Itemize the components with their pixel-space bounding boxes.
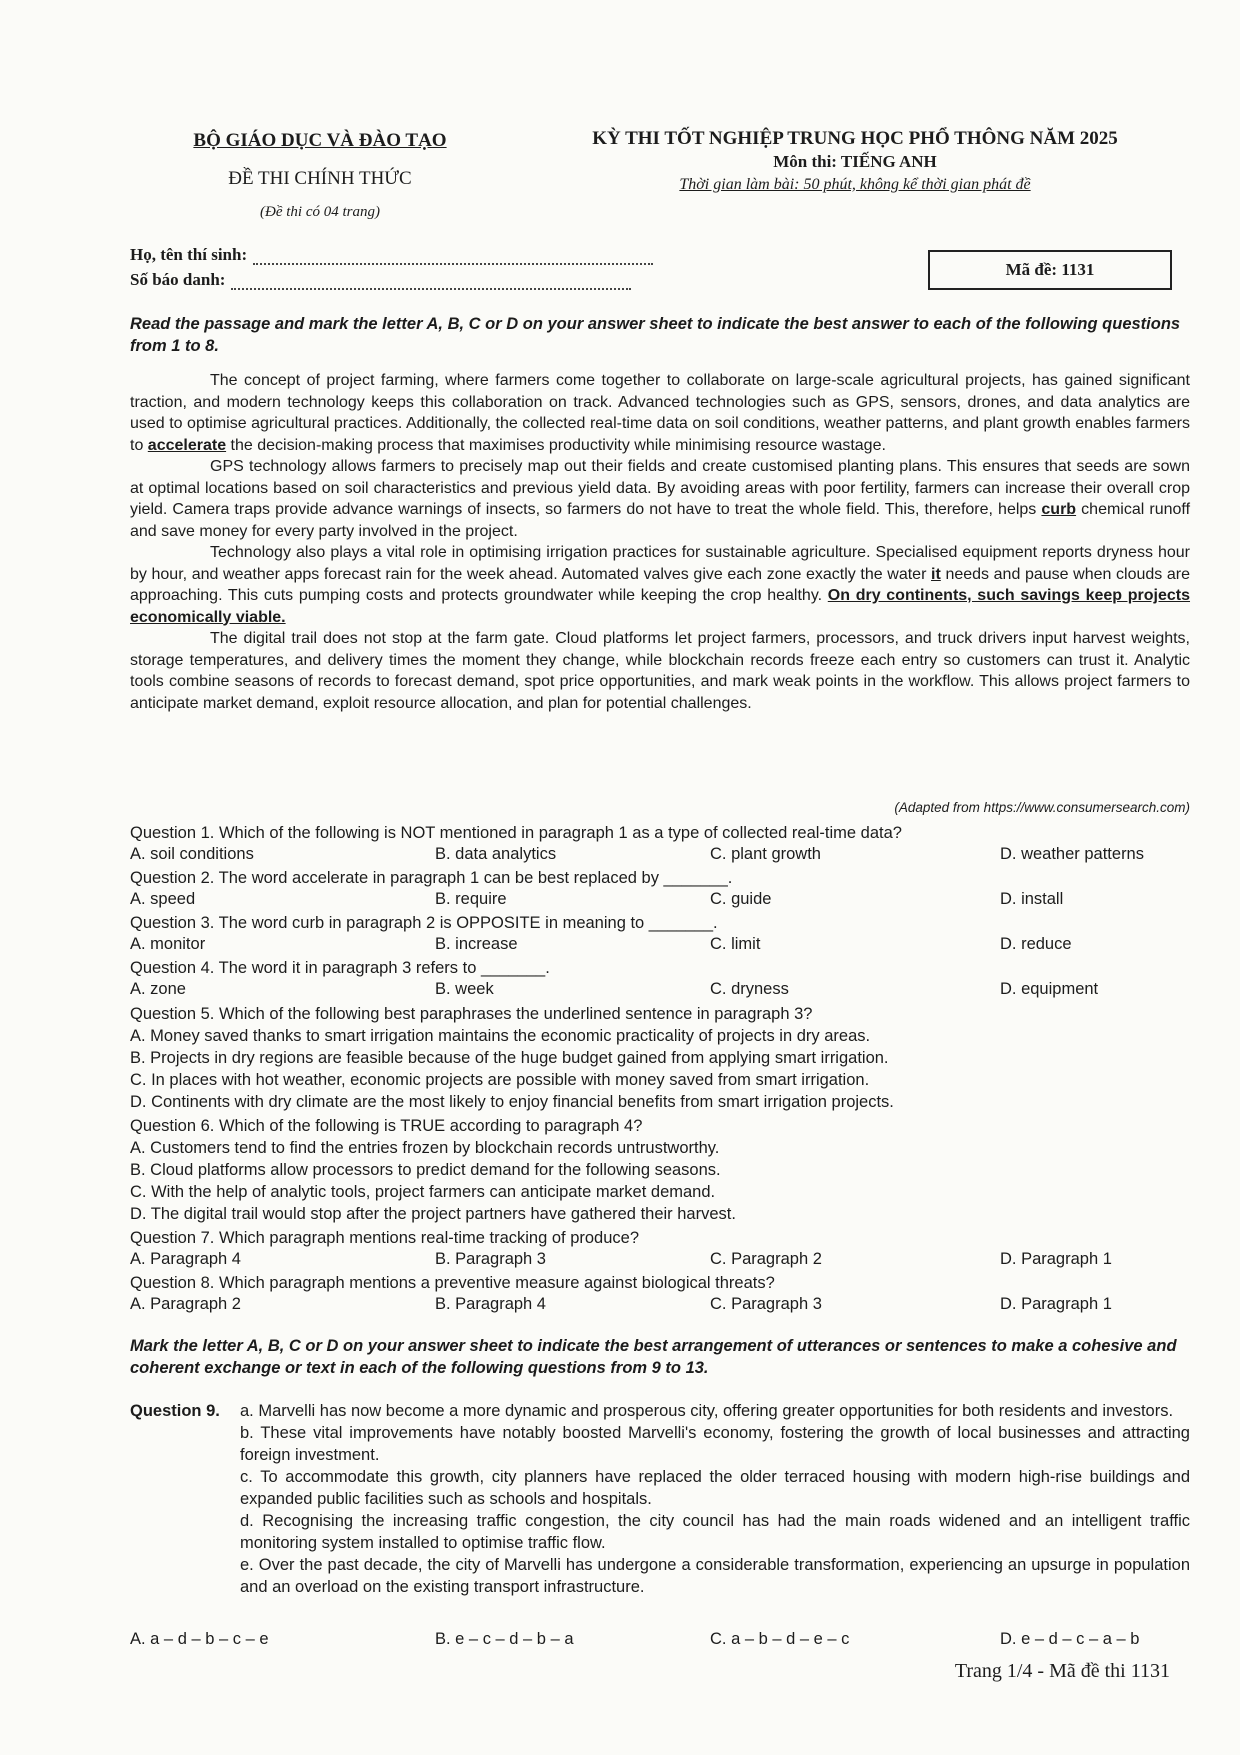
name-label: Họ, tên thí sinh: xyxy=(130,245,248,264)
q6-option-b[interactable]: B. Cloud platforms allow processors to predict demand for the following seasons. xyxy=(130,1161,721,1179)
exam-code-box xyxy=(928,250,1172,290)
q9-item-e: e. Over the past decade, the city of Marvelli has undergone a considerable transformation, experiencing an upsurge in population and an overload on the existing transport infrastructure. xyxy=(240,1556,1190,1596)
q9-item-b: b. These vital improvements have notably boosted Marvelli's economy, fostering the growth of local businesses and attracting foreign investment. xyxy=(240,1424,1190,1464)
exam-code: Mã đề: 1131 xyxy=(1005,260,1095,279)
name-field[interactable] xyxy=(253,249,653,265)
underlined-sentence: On dry continents, such savings keep projects economically viable. xyxy=(130,587,1191,626)
page-footer: Trang 1/4 - Mã đề thi 1131 xyxy=(954,1660,1170,1682)
exam-subject: Môn thi: TIẾNG ANH xyxy=(773,152,937,171)
header-right xyxy=(545,128,1165,194)
paragraph-2: GPS technology allows farmers to precisely map out their fields and create customised planting plans. This ensures that seeds are sown at optimal locations based on soil characteristics and previous yield data. By avoiding areas with poor fertility, farmers can increase their overall crop yield. Camera traps provide advance warnings of insects, so farmers do not have to treat the whole field. This, therefore, helps curb chemical runoff and save money for every party involved in the project. xyxy=(130,458,1191,540)
question-5: Question 5. Which of the following best paraphrases the underlined sentence in paragraph 3? A. Money saved thanks to smart irrigation maintains the economic practicality of projects in dry areas. B. Projects in dry regions are feasible because of the huge budget gained from applying smart irrigation. C. In places with hot weather, economic projects are possible with money saved from smart irrigation. D. Continents with dry climate are the most likely to enjoy financial benefits from smart irrigation projects. xyxy=(130,1004,1190,1113)
q7-option-d[interactable]: D. Paragraph 1 xyxy=(1000,1250,1112,1268)
question-4: Question 4. The word it in paragraph 3 refers to _______. A. zone B. week C. dryness D. equipment xyxy=(130,958,1190,1000)
underlined-curb: curb xyxy=(1041,501,1077,518)
question-2: Question 2. The word accelerate in paragraph 1 can be best replaced by _______. A. speed B. require C. guide D. install xyxy=(130,868,1190,910)
q9-option-a[interactable]: A. a – d – b – c – e xyxy=(130,1630,269,1648)
q4-option-b[interactable]: B. week xyxy=(435,980,494,998)
q4-option-c[interactable]: C. dryness xyxy=(710,980,789,998)
q2-option-b[interactable]: B. require xyxy=(435,890,507,908)
paragraph-4: The digital trail does not stop at the farm gate. Cloud platforms let project farmers, processors, and truck drivers input harvest weights, storage temperatures, and delivery times the moment they change, while blockchain records freeze each entry so customers can trust it. Analytic tools combine seasons of records to forecast demand, spot price opportunities, and mark weak points in the workflow. This allows project farmers to anticipate market demand, exploit resource allocation, and plan for potential challenges. xyxy=(130,630,1190,712)
header-left xyxy=(150,130,490,221)
ministry-name: BỘ GIÁO DỤC VÀ ĐÀO TẠO xyxy=(193,130,447,151)
q3-option-b[interactable]: B. increase xyxy=(435,935,518,953)
question-1: Question 1. Which of the following is NOT mentioned in paragraph 1 as a type of collected real-time data? A. soil conditions B. data analytics C. plant growth D. weather patterns xyxy=(130,823,1190,865)
underlined-it: it xyxy=(931,565,941,583)
question-3: Question 3. The word curb in paragraph 2 is OPPOSITE in meaning to _______. A. monitor B. increase C. limit D. reduce xyxy=(130,913,1190,955)
paragraph-1: The concept of project farming, where farmers come together to collaborate on large-scale agricultural projects, has gained significant traction, and modern technology keeps this collaboration on track. Advanced technologies such as GPS, sensors, drones, and data analytics are used to optimise agricultural practices. Additionally, the collected real-time data on soil conditions, weather patterns, and plant growth enables farmers to accelerate the decision-making process that maximises productivity while minimising resource wastage. xyxy=(130,372,1190,454)
student-info xyxy=(130,240,653,290)
q9-item-c: c. To accommodate this growth, city planners have replaced the older terraced housing with modern high-rise buildings and expanded public facilities such as schools and hospitals. xyxy=(240,1468,1190,1508)
q7-option-c[interactable]: C. Paragraph 2 xyxy=(710,1250,822,1268)
q9-options xyxy=(130,1630,1190,1649)
q1-option-a[interactable]: A. soil conditions xyxy=(130,845,254,863)
q7-option-b[interactable]: B. Paragraph 3 xyxy=(435,1250,546,1268)
q8-option-b[interactable]: B. Paragraph 4 xyxy=(435,1295,546,1313)
q8-option-c[interactable]: C. Paragraph 3 xyxy=(710,1295,822,1313)
q1-option-d[interactable]: D. weather patterns xyxy=(1000,845,1144,863)
exam-duration: Thời gian làm bài: 50 phút, không kể thời gian phát đề xyxy=(679,176,1031,193)
q4-option-a[interactable]: A. zone xyxy=(130,980,186,998)
question-8: Question 8. Which paragraph mentions a preventive measure against biological threats? A. Paragraph 2 B. Paragraph 4 C. Paragraph 3 D. Paragraph 1 xyxy=(130,1273,1190,1315)
q3-option-c[interactable]: C. limit xyxy=(710,935,761,953)
q5-option-d[interactable]: D. Continents with dry climate are the most likely to enjoy financial benefits from smart irrigation projects. xyxy=(130,1093,894,1111)
q4-option-d[interactable]: D. equipment xyxy=(1000,980,1099,998)
underlined-accelerate: accelerate xyxy=(147,436,227,454)
question-9 xyxy=(130,1400,1190,1598)
passage-source: (Adapted from https://www.consumersearch.com) xyxy=(894,800,1190,815)
q9-option-c[interactable]: C. a – b – d – e – c xyxy=(710,1630,850,1648)
arrangement-instructions: Mark the letter A, B, C or D on your answer sheet to indicate the best arrangement of utterances or sentences to make a cohesive and coherent exchange or text in each of the following questions from 9 to 13. xyxy=(130,1337,1177,1377)
q3-option-a[interactable]: A. monitor xyxy=(130,935,206,953)
id-field[interactable] xyxy=(231,274,631,290)
q1-option-c[interactable]: C. plant growth xyxy=(710,845,821,863)
reading-instructions: Read the passage and mark the letter A, B, C or D on your answer sheet to indicate the best answer to each of the following questions from 1 to 8. xyxy=(130,315,1181,355)
q6-option-d[interactable]: D. The digital trail would stop after the project partners have gathered their harvest. xyxy=(130,1205,736,1223)
page-count-note: (Đề thi có 04 trang) xyxy=(260,204,380,220)
official-label: ĐỀ THI CHÍNH THỨC xyxy=(228,168,412,189)
paragraph-3: Technology also plays a vital role in optimising irrigation practices for sustainable agriculture. Specialised equipment reports dryness hour by hour, and weather apps forecast rain for the week ahead. Automated valves give each zone exactly the water it needs and pause when clouds are approaching. This cuts pumping costs and protects groundwater while keeping the crop healthy. On dry continents, such savings keep projects economically viable. xyxy=(130,544,1191,626)
q2-option-a[interactable]: A. speed xyxy=(130,890,196,908)
q5-option-a[interactable]: A. Money saved thanks to smart irrigation maintains the economic practicality of projects in dry areas. xyxy=(130,1027,871,1045)
q3-option-d[interactable]: D. reduce xyxy=(1000,935,1072,953)
exam-title: KỲ THI TỐT NGHIỆP TRUNG HỌC PHỔ THÔNG NĂM 2025 xyxy=(592,128,1118,149)
question-6: Question 6. Which of the following is TRUE according to paragraph 4? A. Customers tend to find the entries frozen by blockchain records untrustworthy. B. Cloud platforms allow processors to predict demand for the following seasons. C. With the help of analytic tools, project farmers can anticipate market demand. D. The digital trail would stop after the project partners have gathered their harvest. xyxy=(130,1116,1190,1225)
q5-option-c[interactable]: C. In places with hot weather, economic projects are possible with money saved from smart irrigation. xyxy=(130,1071,870,1089)
q8-option-a[interactable]: A. Paragraph 2 xyxy=(130,1295,241,1313)
q1-option-b[interactable]: B. data analytics xyxy=(435,845,557,863)
q2-option-d[interactable]: D. install xyxy=(1000,890,1064,908)
q6-option-c[interactable]: C. With the help of analytic tools, project farmers can anticipate market demand. xyxy=(130,1183,716,1201)
q9-option-d[interactable]: D. e – d – c – a – b xyxy=(1000,1630,1140,1648)
q9-option-b[interactable]: B. e – c – d – b – a xyxy=(435,1630,574,1648)
q8-option-d[interactable]: D. Paragraph 1 xyxy=(1000,1295,1112,1313)
q5-option-b[interactable]: B. Projects in dry regions are feasible because of the huge budget gained from applying smart irrigation. xyxy=(130,1049,889,1067)
id-label: Số báo danh: xyxy=(130,270,226,289)
q2-option-c[interactable]: C. guide xyxy=(710,890,772,908)
q7-option-a[interactable]: A. Paragraph 4 xyxy=(130,1250,241,1268)
question-7: Question 7. Which paragraph mentions real-time tracking of produce? A. Paragraph 4 B. Paragraph 3 C. Paragraph 2 D. Paragraph 1 xyxy=(130,1228,1190,1270)
q9-label: Question 9. xyxy=(130,1402,220,1420)
reading-passage xyxy=(130,370,1190,714)
q9-item-d: d. Recognising the increasing traffic congestion, the city council has had the main roads widened and an intelligent traffic monitoring system installed to optimise traffic flow. xyxy=(240,1512,1190,1552)
q6-option-a[interactable]: A. Customers tend to find the entries frozen by blockchain records untrustworthy. xyxy=(130,1139,720,1157)
q9-item-a: a. Marvelli has now become a more dynamic and prosperous city, offering greater opportunities for both residents and investors. xyxy=(240,1402,1174,1420)
